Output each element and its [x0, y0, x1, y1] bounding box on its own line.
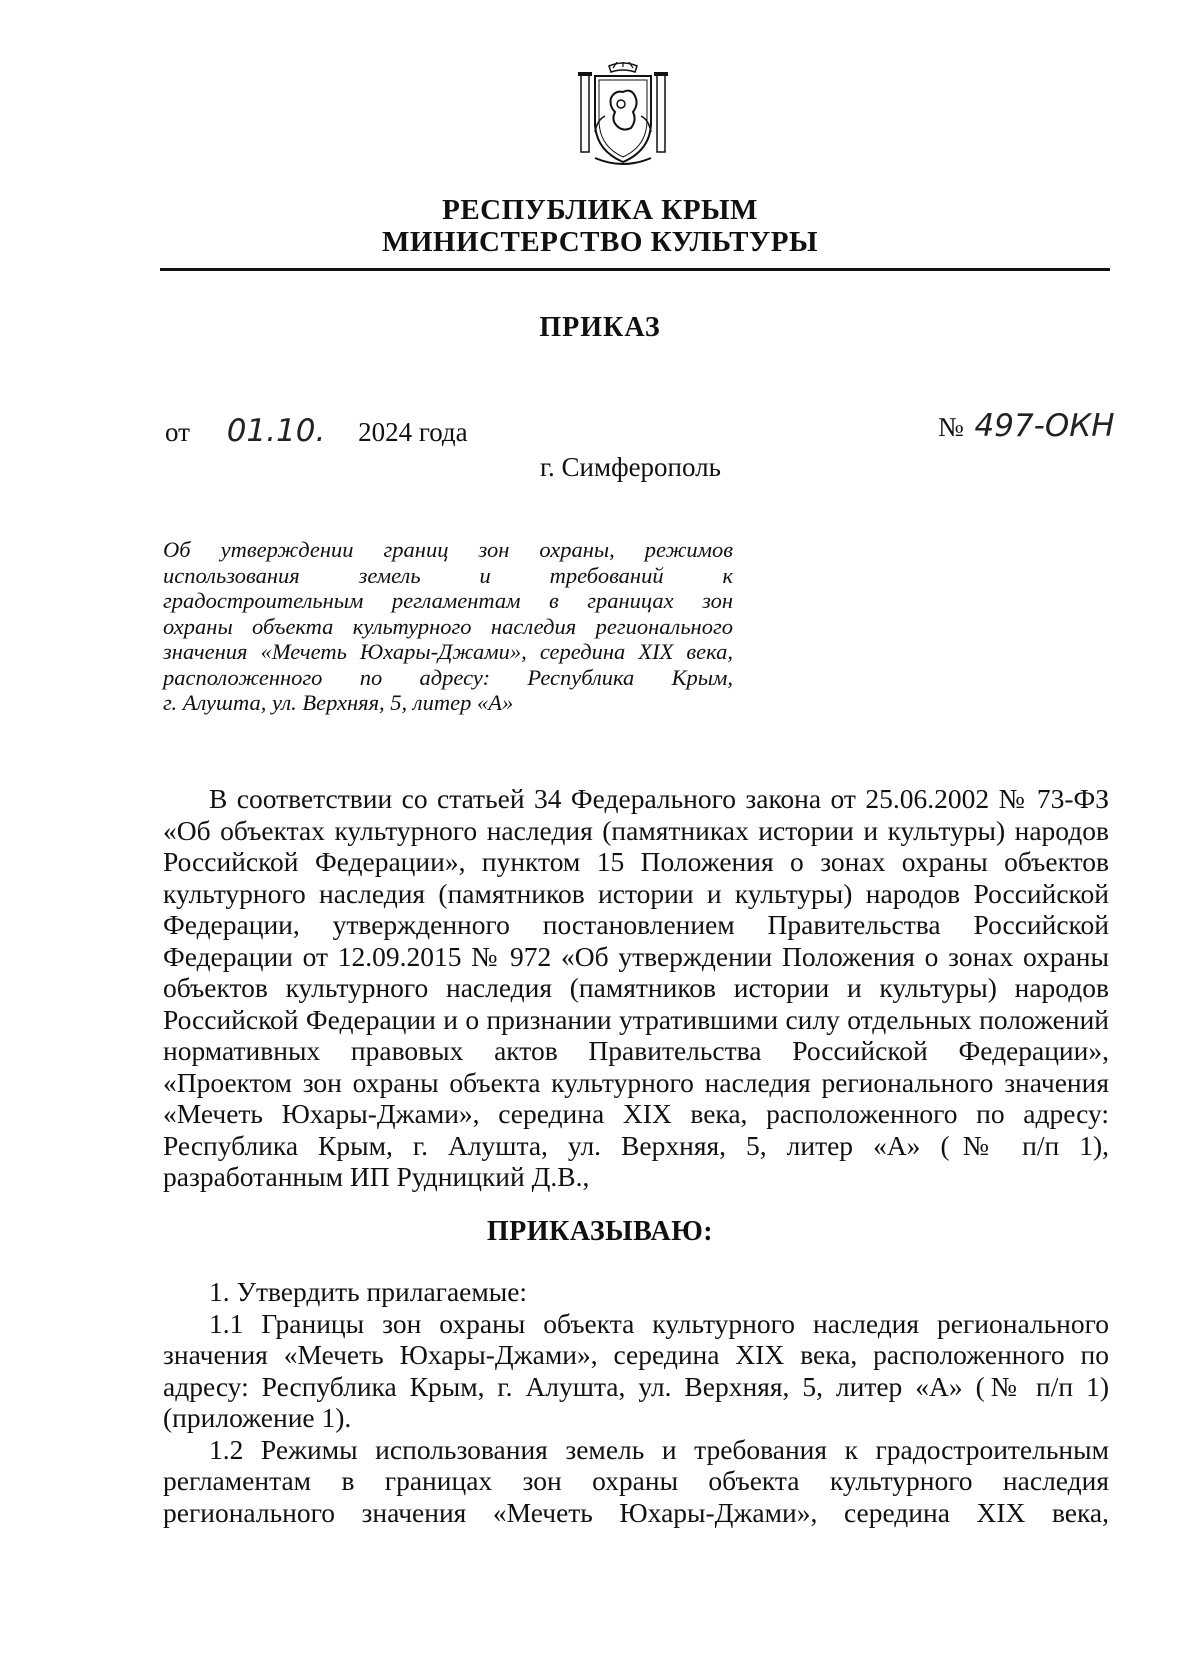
preamble-line: культурного наследия (памятников истории и культуры) народов Российской [163, 877, 1109, 909]
preamble-line: нормативных правовых актов Правительства Российской Федерации», [163, 1035, 1109, 1066]
order-items [163, 1276, 1109, 1528]
header-ministry: МИНИСТЕРСТВО КУЛЬТУРЫ [382, 226, 818, 258]
subject-line: охраны объекта культурного наследия регионального [163, 613, 733, 639]
item-1-2-line: 1.2 Режимы использования земель и требования к градостроительным [209, 1433, 1109, 1465]
order-subject [163, 537, 733, 716]
preamble-line: В соответствии со статьей 34 Федерального закона от 25.06.2002 № 73-ФЗ [209, 783, 1109, 814]
subject-line: расположенного по адресу: Республика Крым, [163, 664, 733, 690]
date-handwritten: 01.10. [226, 413, 326, 449]
item-1-2-line: регионального значения «Мечеть Юхары-Джами», середина XIX века, [163, 1496, 1109, 1528]
header-divider [160, 268, 1110, 271]
date-prefix: от [165, 417, 190, 447]
subject-line: использования земель и требований к [163, 562, 733, 588]
subject-line: Об утверждении границ зон охраны, режимов [163, 537, 733, 562]
preamble-line: Российской Федерации и о признании утратившими силу отдельных положений [163, 1003, 1109, 1035]
preamble-line: Республика Крым, г. Алушта, ул. Верхняя, 5, литер «А» (№ п/п 1), [163, 1129, 1109, 1161]
preamble-line: Федерации от 12.09.2015 № 972 «Об утверждении Положения о зонах охраны [163, 940, 1109, 972]
order-city: г. Симферополь [540, 452, 721, 482]
preamble-line: Федерации, утвержденного постановлением Правительства Российской [163, 909, 1109, 940]
preamble-line: объектов культурного наследия (памятников истории и культуры) народов [163, 972, 1109, 1003]
item-1-1-line: 1.1 Границы зон охраны объекта культурного наследия регионального [209, 1307, 1109, 1339]
subject-line: значения «Мечеть Юхары-Джами», середина XIX века, [163, 639, 733, 664]
subject-line: г. Алушта, ул. Верхняя, 5, литер «А» [163, 690, 514, 715]
number-prefix: № [938, 412, 964, 442]
order-number [938, 408, 1115, 444]
preamble-line: «Проектом зон охраны объекта культурного наследия регионального значения [163, 1066, 1109, 1098]
item-1-1-line: (приложение 1). [163, 1402, 352, 1433]
preamble-line: «Мечеть Юхары-Джами», середина XIX века, расположенного по адресу: [163, 1098, 1109, 1129]
subject-line: градостроительным регламентам в границах зон [163, 588, 733, 613]
item-1-1-line: значения «Мечеть Юхары-Джами», середина XIX века, расположенного по [163, 1339, 1109, 1370]
decree-heading: ПРИКАЗЫВАЮ: [486, 1216, 714, 1247]
preamble-line: «Об объектах культурного наследия (памятниках истории и культуры) народов [163, 814, 1109, 846]
preamble-line: разработанным ИП Рудницкий Д.В., [163, 1161, 590, 1192]
header-republic: РЕСПУБЛИКА КРЫМ [442, 194, 758, 226]
item-1: 1. Утвердить прилагаемые: [209, 1276, 528, 1307]
order-date [165, 413, 468, 449]
preamble-paragraph [163, 783, 1109, 1193]
order-title: ПРИКАЗ [539, 312, 661, 343]
coat-of-arms-emblem [575, 62, 671, 166]
item-1-1-line: адресу: Республика Крым, г. Алушта, ул. Верхняя, 5, литер «А» (№ п/п 1) [163, 1370, 1109, 1402]
item-1-2-line: регламентам в границах зон охраны объекта культурного наследия [163, 1465, 1109, 1496]
date-year: 2024 года [358, 417, 468, 447]
preamble-line: Российской Федерации», пунктом 15 Положения о зонах охраны объектов [163, 846, 1109, 877]
number-handwritten: 497-ОКН [974, 408, 1115, 444]
